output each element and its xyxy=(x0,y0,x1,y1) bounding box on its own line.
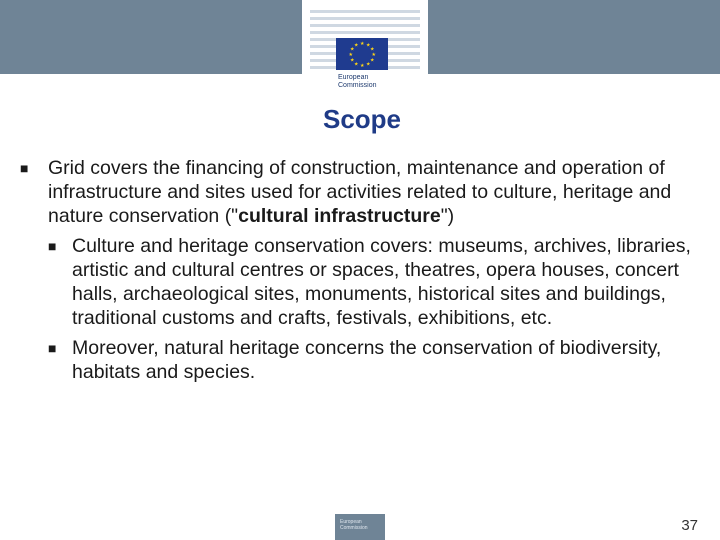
square-bullet-icon: ■ xyxy=(20,160,29,176)
square-bullet-icon: ■ xyxy=(48,238,57,254)
svg-text:★: ★ xyxy=(366,42,371,49)
sub-bullet-text: Moreover, natural heritage concerns the conservation of biodiversity, habitats and species. xyxy=(72,337,662,383)
bullet-main xyxy=(20,156,700,228)
sub-bullet-list xyxy=(48,234,700,384)
svg-text:★: ★ xyxy=(370,46,375,53)
square-bullet-icon: ■ xyxy=(48,340,57,356)
svg-text:★: ★ xyxy=(350,57,355,64)
sub-bullet xyxy=(48,336,700,384)
bullet-main-text-end: ") xyxy=(440,205,455,227)
page-number: 37 xyxy=(681,517,698,534)
svg-text:★: ★ xyxy=(348,52,353,58)
svg-text:★: ★ xyxy=(354,61,359,68)
svg-text:★: ★ xyxy=(366,61,371,68)
footer-logo: European Commission xyxy=(335,514,385,540)
bullet-main-bold: cultural infrastructure xyxy=(238,205,441,227)
svg-text:★: ★ xyxy=(350,46,355,53)
logo-text: European Commission xyxy=(338,74,377,89)
svg-text:★: ★ xyxy=(360,63,365,69)
slide-title: Scope xyxy=(322,104,402,134)
sub-bullet xyxy=(48,234,700,330)
sub-bullet-text: Culture and heritage conservation covers: museums, archives, libraries, artistic and cultural centres or spaces, theatres, opera houses, concert halls, archaeological sites, monuments, historical sites and buildings, traditional customs and crafts, festivals, exhibitions, etc. xyxy=(72,235,691,329)
svg-text:★: ★ xyxy=(354,42,359,49)
svg-text:★: ★ xyxy=(370,57,375,64)
svg-text:★: ★ xyxy=(360,41,365,47)
bullet-main-text: Grid covers the financing of construction, maintenance and operation of infrastructure and sites used for activities related to culture, heritage and nature conservation (" xyxy=(48,157,672,227)
svg-text:★: ★ xyxy=(371,52,376,58)
slide-content xyxy=(20,156,700,384)
